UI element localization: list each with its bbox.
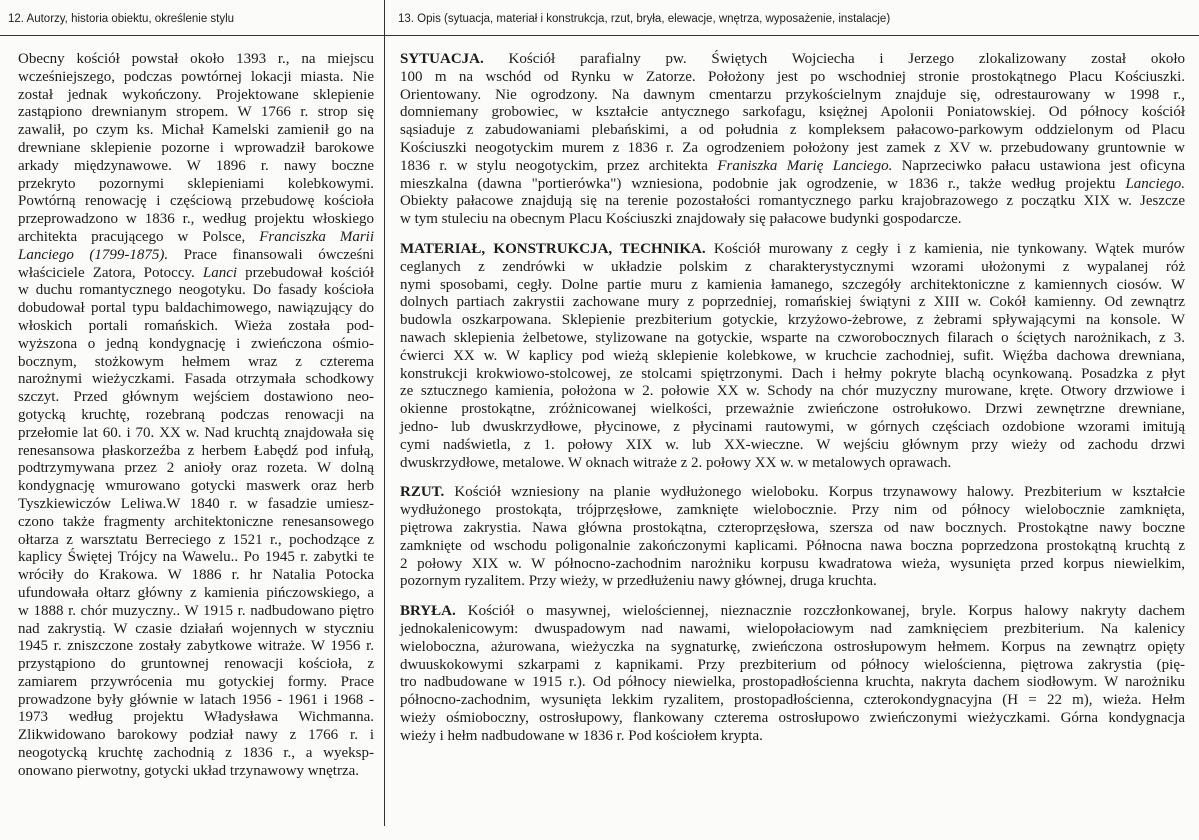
text-line: gotycką kruchtę, rozebraną podczas renowacji na: [18, 406, 374, 423]
text-line: [400, 51, 1185, 69]
text-line: tro nadbudowane w 1915 r.). Od północy niewielka, prostopadłościenna kruchta, nakryta dachem siodłowym. W narożniku: [400, 674, 1185, 691]
text-line: drewniane sklepienie pozorne i wprowadził barokowe: [18, 139, 374, 156]
text-line: ufundowała ołtarz główny z kamienia pińczowskiego, a: [18, 584, 374, 601]
section-heading: SYTUACJA.: [400, 51, 484, 67]
header-divider: [0, 35, 1199, 36]
section-heading: BRYŁA.: [400, 603, 456, 620]
text-line: zawalił, po czym ks. Michał Kamelski zamienił go na: [18, 122, 374, 139]
section-heading: MATERIAŁ, KONSTRUKCJA, TECHNIKA.: [400, 240, 706, 257]
text-line: [18, 247, 374, 265]
text-line: bocznym, stożkowym hełmem wraz z czterema: [18, 353, 374, 370]
text-line: w duchu romantycznego neogotyku. Do fasady kościoła: [18, 282, 374, 299]
text-line: Kościuszki neogotyckim murem z 1836 r. Za ogrodzeniem położony jest zamek z XV w. przebudowany gruntownie w: [400, 139, 1185, 156]
text-line: jednokalenicowym: dwuspadowym nad nawami, wielopołaciowym nad zamknięciem prezbiterium. Na kalenicy: [400, 620, 1185, 637]
text-line: zastąpiono drewnianym stropem. W 1766 r. strop się: [18, 104, 374, 121]
bryla-paragraph: [400, 603, 1185, 745]
text-line: prowadzone były głównie w latach 1956 - 1961 i 1968 -: [18, 691, 374, 708]
text-line: neogotycką kruchtę zachodnią z 1836 r., a wyeksp-: [18, 745, 374, 762]
text-line: wcześniejszego, podczas powtórnej lokacji miasta. Nie: [18, 68, 374, 85]
text-line: nymi sposobami, cegły. Dolne partie muru z kamienia łamanego, szczegóły architektoniczne z kamiennych ciosów. W: [400, 276, 1185, 293]
text-span: 1836 r. w stylu neogotyckim, przez architekta: [400, 157, 708, 174]
text-line: włoskich portali romańskich. Wieża została pod-: [18, 317, 374, 334]
rzut-paragraph: [400, 484, 1185, 591]
text-line: podtrzymywana przez 2 anioły oraz rozeta. W dolną: [18, 460, 374, 477]
text-line: domniemany grobowiec, w kształcie antycznego sarkofagu, księżnej Apolonii Poniatowskiej. Od północy kościół: [400, 104, 1185, 121]
text-line: [18, 265, 374, 283]
text-line: [400, 241, 1185, 259]
text-line: kondygnację wmurowano gotycki maswerk oraz herb: [18, 478, 374, 495]
text-line: przekryto pozornymi sklepieniami kolebkowymi.: [18, 175, 374, 192]
text-line: ćwierci XX w. W kaplicy pod wieżą sklepienie kolebkowe, w kruchcie zachodniej, sufit. Więźba dachowa drewniana,: [400, 347, 1185, 364]
text-line: Tyszkiewiczów Leliwa.W 1840 r. w fasadzie umiesz-: [18, 495, 374, 512]
text-line: wieży i hełm nadbudowane w 1836 r. Pod kościołem krypta.: [400, 727, 763, 744]
text-line: wieży ośmioboczny, ostrosłupowy, flankowany czterema ostrosłupowo zwieńczonymi wieżyczkami. Górna kondygnacja: [400, 709, 1185, 726]
text-line: konstrukcji krokwiowo-stolcowej, ze stolcami spiętrzonymi. Dach i hełmy pokryte blachą ocynkowaną. Posadzka z płyt: [400, 365, 1185, 382]
text-span: architekta pracującego w Polsce,: [18, 228, 246, 245]
text-line: szczyt. Przed głównym wejściem dostawiono neo-: [18, 389, 374, 406]
text-line: ołtarza z warsztatu Berreciego z 1521 r., pochodzące z: [18, 531, 374, 548]
architect-name: Franiszka Marię Lanciego.: [717, 157, 893, 174]
text-line: Powtórną renowację i częściową przebudowę kościoła: [18, 193, 374, 210]
architect-name: Lanciego.: [1125, 175, 1186, 192]
text-line: okienne prostokątne, zróżnicowanej wielkości, przeważnie zwieńczone ostrołukowo. Drzwi zewnętrzne drewniane,: [400, 401, 1185, 418]
text-line: Zlikwidowano barokowy podział nawy z 1766 r. i: [18, 727, 374, 744]
text-line: narożnymi wieżyczkami. Fasada otrzymała schodkowy: [18, 371, 374, 388]
text-line: jedno- lub dwuskrzydłowe, płycinowe, z płycinami rautowymi, w górnych częściach ozdobione wzorami imitują: [400, 418, 1185, 435]
text-span: Kościół parafialny pw. Świętych Wojciecha i Jerzego zlokalizowany został około: [508, 51, 1186, 67]
history-column: [18, 51, 374, 781]
text-line: sąsiaduje z zabudowaniami plebańskimi, a od południa z kompleksem pałacowo-parkowym oddzielonym od Placu: [400, 122, 1185, 139]
text-line: pozornym ryzalitem. Przy wieży, w przedłużeniu nawy głównej, druga kruchta.: [400, 573, 877, 590]
text-line: [400, 176, 1185, 194]
text-line: dobudował portal typu baldachimowego, nawiązujący do: [18, 300, 374, 317]
text-line: onowano pierwotny, gotycki układ trzynawowy wnętrza.: [18, 762, 360, 779]
text-line: renesansowa płaskorzeźba z herbem Łabędź pod infułą,: [18, 442, 374, 459]
text-line: Obecny kościół powstał około 1393 r., na miejscu: [18, 51, 374, 67]
text-line: zamknięte od wschodu poligonalnie zakończonymi kaplicami. Północna nawa boczna poprzedzona prostokątną kruchtą z: [400, 537, 1185, 554]
text-span: Kościół murowany z cegły i z kamienia, nie tynkowany. Wątek murów: [713, 240, 1185, 257]
text-line: przeprowadzono w 1836 r., według projektu włoskiego: [18, 211, 374, 228]
text-line: arkady międzynawowe. W 1896 r. nawy boczne: [18, 157, 374, 174]
text-line: [400, 484, 1185, 502]
text-span: przebudował kościół: [245, 264, 374, 281]
text-span: właściciele Zatora, Potoccy.: [18, 264, 195, 281]
text-line: w tym stuleciu na obecnym Placu Kościuszki znajdowały się pałacowe budynki gospodarcze.: [400, 211, 962, 228]
text-line: zamiarem przywrócenia mu gotyckiej formy. Prace: [18, 673, 374, 690]
text-line: przystąpiono do gruntownej renowacji kościoła, z: [18, 656, 374, 673]
text-span: Kościół o masywnej, wielościennej, nieznacznie rozczłonkowanej, bryle. Korpus halowy nakryty dachem: [467, 603, 1185, 620]
section-12-header: 12. Autorzy, historia obiektu, określenie stylu: [8, 13, 235, 25]
section-heading: RZUT.: [400, 484, 445, 501]
text-line: nawach sklepienia żelbetowe, stylizowane na gotyckie, wsparte na czworobocznych filarach o ściętych narożnikach, z 3.: [400, 329, 1185, 346]
column-divider: [384, 0, 385, 826]
text-span: mieszkalna (dawna "portierówka") wzniesiona, podobnie jak ogrodzenie, w 1836 r., także według projektu: [400, 175, 1116, 192]
text-line: 1973 według projektu Władysława Wichmanna.: [18, 709, 374, 726]
text-line: Obiekty pałacowe znajdują się na terenie pozostałości romantycznego parku krajobrazowego z początku XIX w. Jeszcze: [400, 193, 1185, 210]
text-span: Naprzeciwko pałacu ustawiona jest oficyna: [901, 157, 1185, 174]
description-column: [400, 51, 1185, 745]
architect-name: Franciszka Marii: [259, 228, 374, 245]
text-span: Kościół wzniesiony na planie wydłużonego wieloboku. Korpus trzynawowy halowy. Prezbiterium w kształcie: [454, 484, 1186, 501]
text-line: czono także fragmenty architektoniczne renesansowego: [18, 513, 374, 530]
text-line: został jednak wykończony. Projektowane sklepienie: [18, 86, 374, 103]
architect-name: Lanciego (1799-1875).: [18, 246, 169, 263]
text-line: wyższona o jedną kondygnację i zwieńczona ośmio-: [18, 335, 374, 352]
text-span: Prace finansowali ówcześni: [183, 246, 375, 263]
text-line: [400, 158, 1185, 176]
text-line: wydłużonego prostokąta, trójprzęsłowe, zamknięte wielobocznie. Przy nim od północy wielobocznie zamknięta,: [400, 502, 1185, 519]
text-line: budowla oszkarpowana. Sklepienie prezbiterium gotyckie, krzyżowo-żebrowe, z żebrami spływającymi na konsole. W: [400, 312, 1185, 329]
text-line: cymi nadświetla, z 1. połowy XIX w. lub XX-wieczne. W wejściu głównym przy wieży od zachodu drzwi: [400, 436, 1185, 453]
text-line: północno-zachodnim, wysunięta lekkim ryzalitem, prostopadłościenna, czterokondygnacyjna (H = 22 m), wieża. Hełm: [400, 692, 1185, 709]
text-line: wieloboczna, ażurowana, wieżyczka na sygnaturkę, zwieńczona ostrosłupowym hełmem. Korpus na zewnątrz opięty: [400, 638, 1185, 655]
text-line: dolnych partiach zakrystii zachowane mury z poprzedniej, romańskiej świątyni z XIII w. Cokół kamienny. Od zewnątrz: [400, 294, 1185, 311]
text-line: Orientowany. Nie ogrodzony. Na dawnym cmentarzu przykościelnym znajduje się, odrestaurowany w 1998 r.,: [400, 86, 1185, 103]
text-line: piętrowa zakrystia. Nawa główna prostokątna, czteroprzęsłowa, szersza od naw bocznych. Prostokątne nawy boczne: [400, 519, 1185, 536]
architect-name: Lanci: [202, 264, 238, 281]
text-line: dwuuskokowymi szkarpami z kapnikami. Przy prezbiterium od północy wielościenna, piętrowa zakrystia (pię-: [400, 656, 1185, 673]
text-line: 1945 r. zniszczone zostały zabytkowe witraże. W 1956 r.: [18, 638, 374, 655]
text-line: wróciły do Krakowa. W 1886 r. hr Natalia Potocka: [18, 567, 374, 584]
text-line: 100 m na wschód od Rynku w Zatorze. Położony jest po wschodniej stronie prostokątnego Placu Kościuszki.: [400, 68, 1185, 85]
sytuacja-paragraph: [400, 51, 1185, 229]
text-line: ceglanych z zendrówki w układzie polskim z charakterystycznymi wzorami ułożonymi z wypalanej róż: [400, 258, 1185, 275]
text-line: [18, 229, 374, 247]
text-line: przełomie lat 60. i 70. XX w. Nad kruchtą znajdowała się: [18, 424, 374, 441]
text-line: kaplicy Świętej Trójcy na Wawelu.. Po 1945 r. zabytki te: [18, 549, 374, 566]
material-paragraph: [400, 241, 1185, 472]
text-line: nad zakrystią. W czasie działań wojennych w styczniu: [18, 620, 374, 637]
history-text: [18, 51, 374, 781]
text-line: 2 połowy XIX w. W północno-zachodnim narożniku korpusu kwadratowa wieża, wysunięta przed korpus niewielkim,: [400, 555, 1185, 572]
text-line: [400, 603, 1185, 621]
text-line: ze sztucznego kamienia, położona w 2. połowie XX w. Schody na chór muzyczny murowane, kręte. Otwory drzwiowe i: [400, 383, 1185, 400]
text-line: w 1888 r. chór muzyczny.. W 1915 r. nadbudowano piętro: [18, 602, 374, 619]
section-13-header: 13. Opis (sytuacja, materiał i konstrukcja, rzut, bryła, elewacje, wnętrza, wyposażenie, instalacje): [398, 13, 891, 25]
text-line: dwuskrzydłowe, metalowe. W oknach witraże z 2. połowy XX w. w metalowych oprawach.: [400, 454, 952, 471]
